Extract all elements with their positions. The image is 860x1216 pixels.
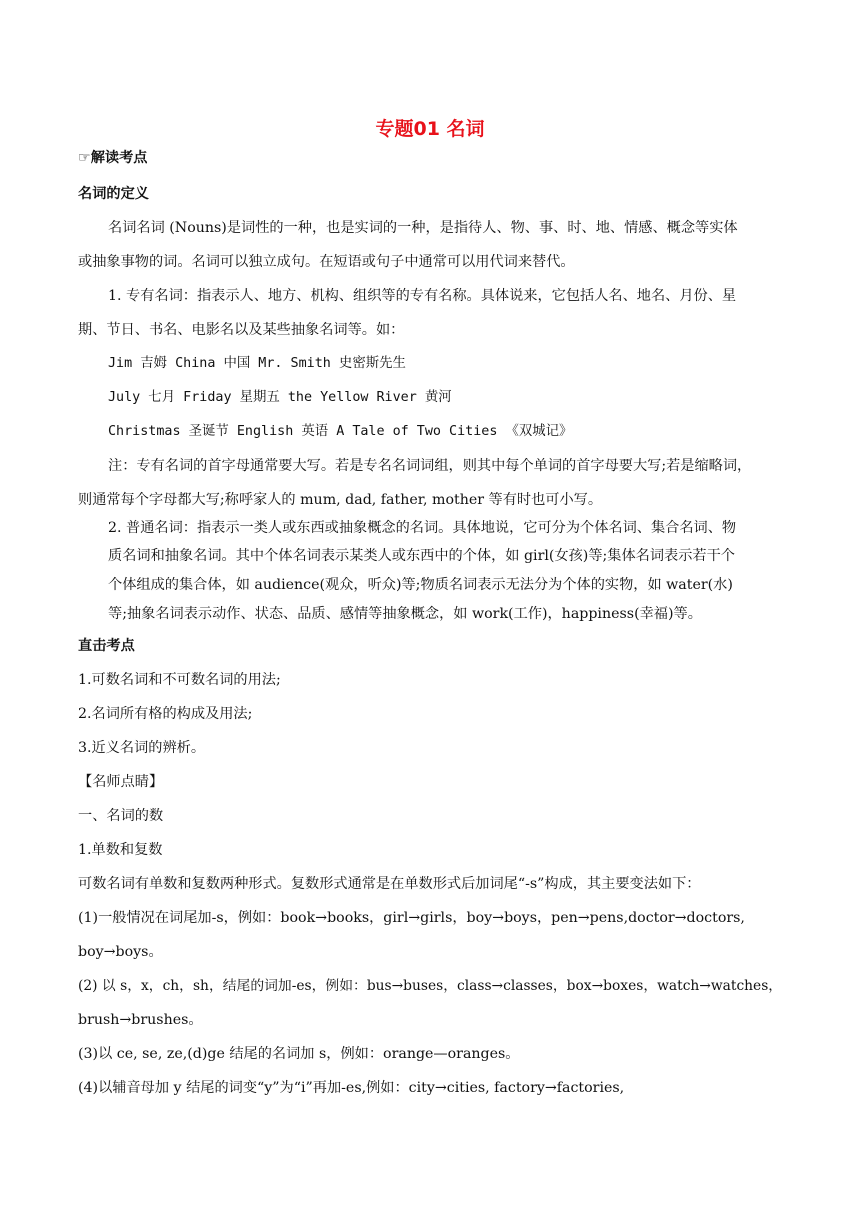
note-line1: 注：专有名词的首字母通常要大写。若是专名名词词组，则其中每个单词的首字母要大写;若是缩略词， bbox=[108, 458, 752, 474]
rule4-line: (4)以辅音母加 y 结尾的词变“y”为“i”再加-es,例如：city→cities, factory→factories, bbox=[78, 1080, 625, 1096]
heading-singular-plural: 1.单数和复数 bbox=[78, 842, 163, 858]
point-item-2: 2.名词所有格的构成及用法; bbox=[78, 706, 253, 722]
paragraph-proper-line1: 1. 专有名词：指表示人、地方、机构、组织等的专有名称。具体说来，它包括人名、地名、月份、星 bbox=[108, 288, 737, 304]
paragraph-definition-line1: 名词名词 (Nouns)是词性的一种，也是实词的一种，是指待人、物、事、时、地、情感、概念等实体 bbox=[108, 220, 738, 236]
rule3-line: (3)以 ce, se, ze,(d)ge 结尾的名词加 s，例如：orange—oranges。 bbox=[78, 1046, 520, 1062]
point-item-1: 1.可数名词和不可数名词的用法; bbox=[78, 672, 281, 688]
example-line3: Christmas 圣诞节 English 英语 A Tale of Two Cities 《双城记》 bbox=[108, 424, 573, 439]
rule2-line1: (2) 以 s，x，ch，sh，结尾的词加-es，例如：bus→buses，class→classes，box→boxes，watch→watches， bbox=[78, 978, 783, 994]
heading-number: 一、名词的数 bbox=[78, 808, 164, 824]
heading-teacher: 【名师点睛】 bbox=[78, 774, 164, 790]
rule1-line1: (1)一般情况在词尾加-s，例如：book→books，girl→girls，boy→boys，pen→pens,doctor→doctors, bbox=[78, 910, 745, 926]
paragraph-common-line4: 等;抽象名词表示动作、状态、品质、感情等抽象概念，如 work(工作)，happiness(幸福)等。 bbox=[108, 606, 702, 622]
example-line2: July 七月 Friday 星期五 the Yellow River 黄河 bbox=[108, 390, 452, 405]
rule1-line2: boy→boys。 bbox=[78, 944, 163, 960]
paragraph-common-line3: 个体组成的集合体，如 audience(观众，听众)等;物质名词表示无法分为个体的实物，如 water(水) bbox=[108, 577, 733, 593]
section-heading-read: ☞解读考点 bbox=[78, 150, 148, 166]
page-title: 专题01 名词 bbox=[375, 118, 485, 140]
example-line1: Jim 吉姆 China 中国 Mr. Smith 史密斯先生 bbox=[108, 356, 406, 371]
paragraph-proper-line2: 期、节日、书名、电影名以及某些抽象名词等。如： bbox=[78, 322, 405, 338]
paragraph-common-line2: 质名词和抽象名词。其中个体名词表示某类人或东西中的个体，如 girl(女孩)等;集体名词表示若干个 bbox=[108, 548, 735, 564]
paragraph-definition-line2: 或抽象事物的词。名词可以独立成句。在短语或句子中通常可以用代词来替代。 bbox=[78, 254, 575, 270]
point-item-3: 3.近义名词的辨析。 bbox=[78, 740, 206, 756]
paragraph-plural: 可数名词有单数和复数两种形式。复数形式通常是在单数形式后加词尾“-s”构成，其主要变法如下： bbox=[78, 876, 701, 892]
rule2-line2: brush→brushes。 bbox=[78, 1012, 203, 1028]
heading-direct: 直击考点 bbox=[78, 638, 135, 654]
note-line2: 则通常每个字母都大写;称呼家人的 mum, dad, father, mother 等有时也可小写。 bbox=[78, 492, 603, 508]
heading-definition: 名词的定义 bbox=[78, 186, 149, 202]
paragraph-common-line1: 2. 普通名词：指表示一类人或东西或抽象概念的名词。具体地说，它可分为个体名词、集合名词、物 bbox=[108, 520, 737, 536]
